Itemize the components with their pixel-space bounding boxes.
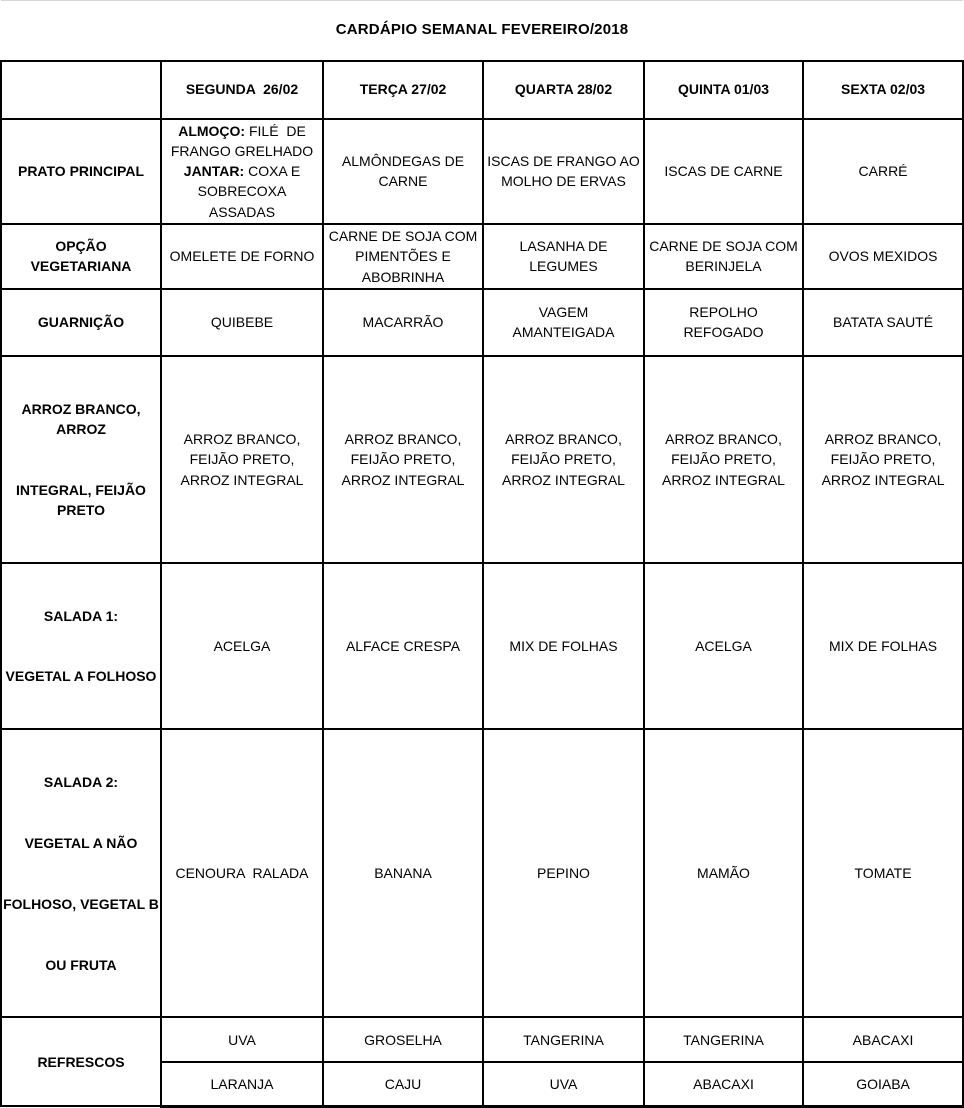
day-header-segunda: SEGUNDA 26/02 [161, 61, 323, 119]
cell-guarnicao-sexta: BATATA SAUTÉ [803, 289, 963, 356]
cell-salada2-segunda: CENOURA RALADA [161, 729, 323, 1017]
table-row [1, 729, 963, 1017]
jantar-text: COXA E SOBRECOXA ASSADAS [197, 163, 305, 220]
cell-vegetariana-terca: CARNE DE SOJA COM PIMENTÕES E ABOBRINHA [323, 224, 483, 289]
corner-cell [1, 61, 161, 119]
row-label-prato-principal: PRATO PRINCIPAL [1, 119, 161, 224]
cell-arroz-quinta: ARROZ BRANCO, FEIJÃO PRETO, ARROZ INTEGRAL [644, 356, 803, 563]
row-label-line: VEGETAL A FOLHOSO [5, 668, 157, 685]
cell-prato-quinta: ISCAS DE CARNE [644, 119, 803, 224]
cell-salada1-segunda: ACELGA [161, 563, 323, 729]
row-label-line: INTEGRAL, FEIJÃO PRETO [16, 481, 150, 519]
row-label-salada-1 [1, 563, 161, 729]
jantar-label: JANTAR: [183, 163, 245, 180]
cell-salada2-sexta: TOMATE [803, 729, 963, 1017]
almoco-text: FILÉ DE FRANGO GRELHADO [170, 122, 318, 159]
row-label-line: ARROZ BRANCO, ARROZ [21, 400, 144, 437]
cell-refresco2-quarta: UVA [483, 1062, 644, 1106]
cell-refresco2-terca: CAJU [323, 1062, 483, 1106]
day-header-sexta: SEXTA 02/03 [803, 61, 963, 119]
table-row [1, 119, 963, 224]
cell-arroz-segunda: ARROZ BRANCO, FEIJÃO PRETO, ARROZ INTEGRAL [161, 356, 323, 563]
table-row [1, 289, 963, 356]
day-header-quinta: QUINTA 01/03 [644, 61, 803, 119]
row-label-guarnicao: GUARNIÇÃO [1, 289, 161, 356]
cell-salada2-quarta: PEPINO [483, 729, 644, 1017]
cell-salada2-quinta: MAMÃO [644, 729, 803, 1017]
cell-vegetariana-quinta: CARNE DE SOJA COM BERINJELA [644, 224, 803, 289]
cell-guarnicao-quarta: VAGEM AMANTEIGADA [483, 289, 644, 356]
cell-vegetariana-quarta: LASANHA DE LEGUMES [483, 224, 644, 289]
cell-arroz-terca: ARROZ BRANCO, FEIJÃO PRETO, ARROZ INTEGRAL [323, 356, 483, 563]
row-label-refrescos: REFRESCOS [1, 1017, 161, 1106]
cell-guarnicao-quinta: REPOLHO REFOGADO [644, 289, 803, 356]
cell-vegetariana-sexta: OVOS MEXIDOS [803, 224, 963, 289]
row-label-line: OU FRUTA [45, 956, 117, 973]
cell-prato-segunda [161, 119, 323, 224]
cell-salada1-sexta: MIX DE FOLHAS [803, 563, 963, 729]
cell-refresco1-quarta: TANGERINA [483, 1017, 644, 1062]
table-row [1, 1017, 963, 1062]
table-row [1, 563, 963, 729]
cell-refresco2-sexta: GOIABA [803, 1062, 963, 1106]
cell-arroz-quarta: ARROZ BRANCO, FEIJÃO PRETO, ARROZ INTEGRAL [483, 356, 644, 563]
cell-refresco1-segunda: UVA [161, 1017, 323, 1062]
cell-salada1-quinta: ACELGA [644, 563, 803, 729]
cell-refresco1-sexta: ABACAXI [803, 1017, 963, 1062]
day-header-quarta: QUARTA 28/02 [483, 61, 644, 119]
cell-prato-quarta: ISCAS DE FRANGO AO MOLHO DE ERVAS [483, 119, 644, 224]
table-row [1, 224, 963, 289]
page-title: CARDÁPIO SEMANAL FEVEREIRO/2018 [1, 1, 963, 61]
cell-refresco1-terca: GROSELHA [323, 1017, 483, 1062]
cell-refresco2-segunda: LARANJA [161, 1062, 323, 1106]
cell-vegetariana-segunda: OMELETE DE FORNO [161, 224, 323, 289]
table-row [1, 356, 963, 563]
cell-salada1-quarta: MIX DE FOLHAS [483, 563, 644, 729]
cell-prato-sexta: CARRÉ [803, 119, 963, 224]
row-label-salada-2 [1, 729, 161, 1017]
row-label-opcao-vegetariana: OPÇÃO VEGETARIANA [1, 224, 161, 289]
cell-arroz-sexta: ARROZ BRANCO, FEIJÃO PRETO, ARROZ INTEGRAL [803, 356, 963, 563]
cell-guarnicao-terca: MACARRÃO [323, 289, 483, 356]
row-label-line: VEGETAL A NÃO [24, 834, 138, 851]
cell-salada2-terca: BANANA [323, 729, 483, 1017]
almoco-label: ALMOÇO: [178, 122, 246, 139]
cell-prato-terca: ALMÔNDEGAS DE CARNE [323, 119, 483, 224]
day-header-terca: TERÇA 27/02 [323, 61, 483, 119]
cell-refresco2-quinta: ABACAXI [644, 1062, 803, 1106]
row-label-arroz-feijao [1, 356, 161, 563]
cell-guarnicao-segunda: QUIBEBE [161, 289, 323, 356]
row-label-line: SALADA 1: [43, 607, 119, 624]
cell-salada1-terca: ALFACE CRESPA [323, 563, 483, 729]
row-label-line: SALADA 2: [43, 773, 119, 790]
cell-refresco1-quinta: TANGERINA [644, 1017, 803, 1062]
row-label-line: FOLHOSO, VEGETAL B [3, 895, 159, 912]
